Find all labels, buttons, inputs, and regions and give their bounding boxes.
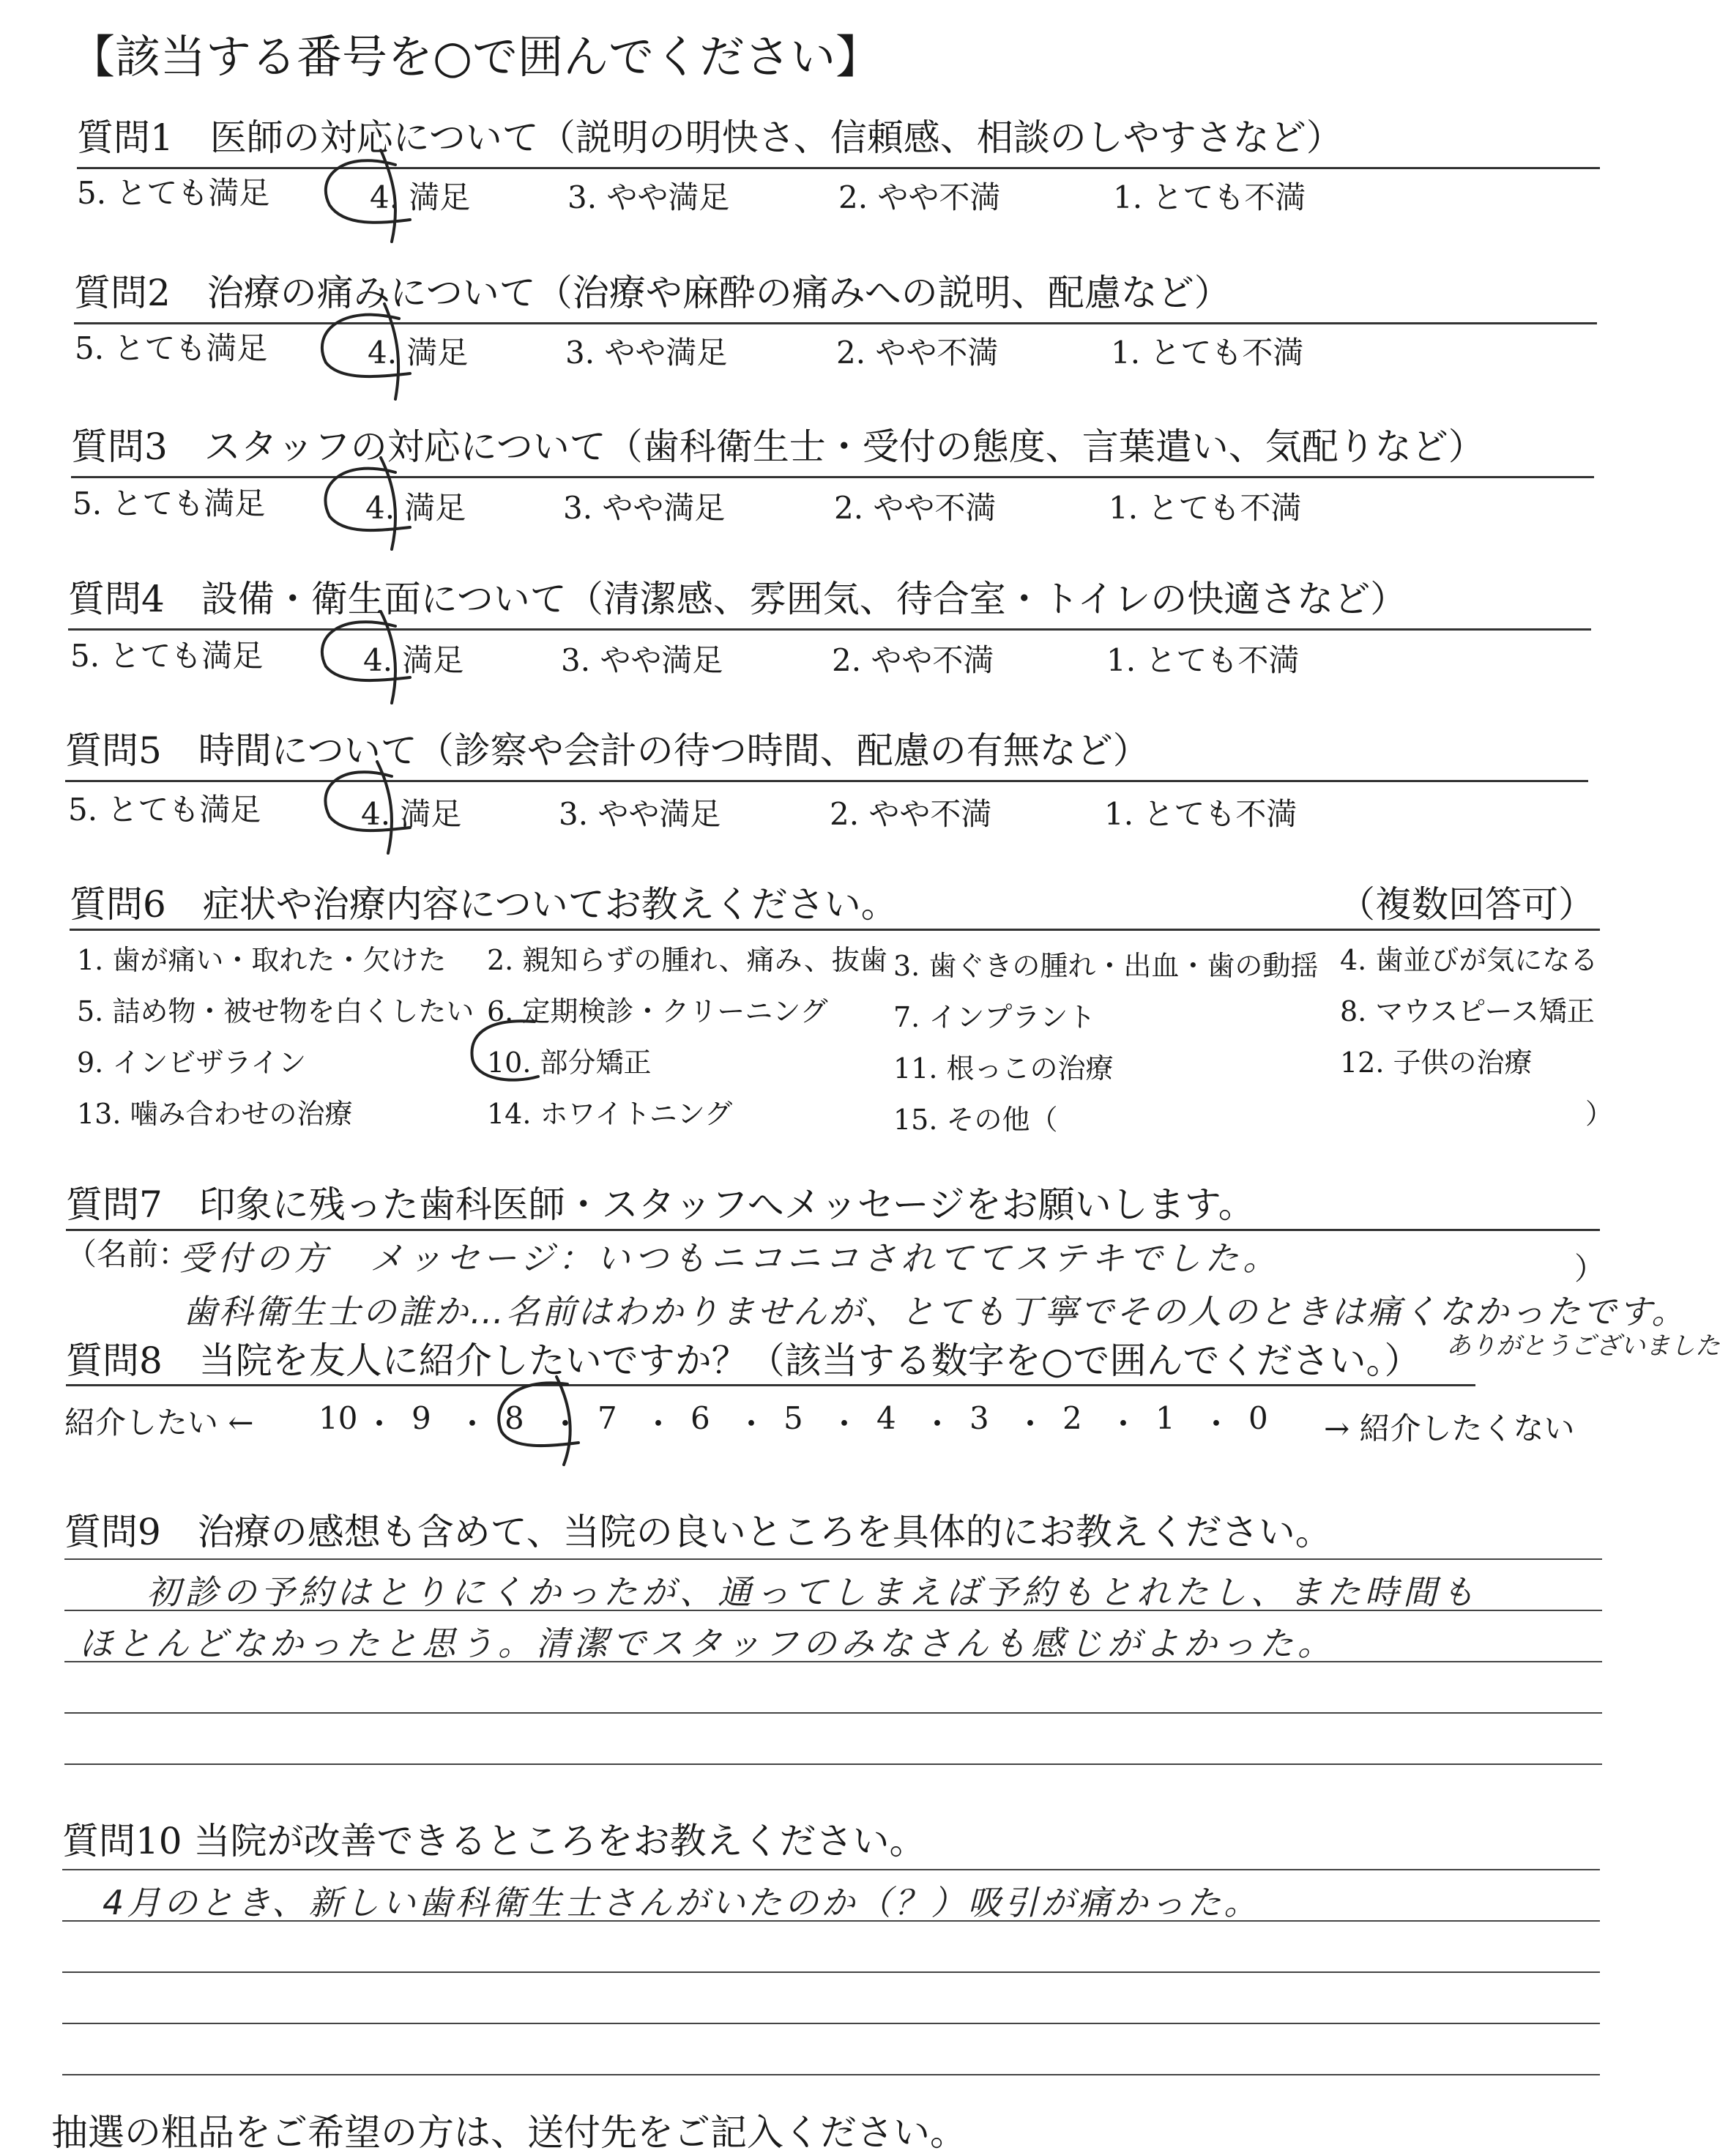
q6-option-14[interactable]: 14. ホワイトニング: [487, 1098, 733, 1130]
q4-option-5[interactable]: 5. とても満足: [70, 638, 264, 674]
q4-title: 質問4 設備・衛生面について（清潔感、雰囲気、待合室・トイレの快適さなど）: [68, 578, 1407, 620]
q5-option-1[interactable]: 1. とても不満: [1104, 796, 1298, 832]
q5-option-4[interactable]: 4. 満足: [361, 796, 462, 832]
q7-name-label: （名前：: [66, 1236, 190, 1272]
q6-option-12[interactable]: 12. 子供の治療: [1340, 1047, 1533, 1079]
q6-note: （複数回答可）: [1339, 883, 1595, 926]
q8-scale-6[interactable]: 6: [690, 1400, 710, 1436]
page-header: 【該当する番号を○で囲んでください】: [70, 30, 882, 83]
q8-scale-2[interactable]: 2: [1062, 1400, 1082, 1436]
q8-scale-8[interactable]: 8: [505, 1400, 524, 1436]
q2-option-4[interactable]: 4. 満足: [368, 335, 469, 371]
q4-option-1[interactable]: 1. とても不満: [1106, 642, 1300, 678]
q8-scale-separator: ・: [364, 1406, 395, 1442]
q1-option-4[interactable]: 4. 満足: [370, 179, 471, 215]
q6-option-4[interactable]: 4. 歯並びが気になる: [1340, 944, 1598, 976]
footer-text: 抽選の粗品をご希望の方は、送付先をご記入ください。: [51, 2111, 967, 2154]
q3-option-5[interactable]: 5. とても満足: [72, 486, 266, 521]
q2-option-1[interactable]: 1. とても不満: [1111, 335, 1304, 371]
q6-option-11[interactable]: 11. 根っこの治療: [893, 1052, 1114, 1085]
q6-option-7[interactable]: 7. インプラント: [893, 1001, 1096, 1033]
q8-scale-separator: ・: [550, 1406, 581, 1442]
q4-option-3[interactable]: 3. やや満足: [561, 642, 723, 678]
q6-option-6[interactable]: 6. 定期検診・クリーニング: [487, 995, 828, 1027]
q6-option-13[interactable]: 13. 噛み合わせの治療: [77, 1098, 353, 1130]
q4-option-2[interactable]: 2. やや不満: [832, 642, 994, 678]
q6-option-9[interactable]: 9. インビザライン: [77, 1047, 307, 1079]
q1-option-2[interactable]: 2. やや不満: [838, 179, 1001, 215]
q3-circle-mark: [325, 458, 410, 549]
q7-title: 質問7 印象に残った歯科医師・スタッフへメッセージをお願いします。: [66, 1183, 1255, 1226]
q10-handwritten-1: 4月のとき、新しい歯科衛生士さんがいたのか（？）吸引が痛かった。: [103, 1883, 1261, 1922]
q8-scale-0[interactable]: 0: [1248, 1400, 1268, 1436]
q8-scale-7[interactable]: 7: [597, 1400, 617, 1436]
q7-handwritten-message-2: 歯科衛生士の誰か…名前はわかりませんが、とても丁寧でその人のときは痛くなかったです。: [183, 1292, 1688, 1331]
q6-option-2[interactable]: 2. 親知らずの腫れ、痛み、抜歯: [487, 944, 887, 976]
q8-right-label: → 紹介したくない: [1324, 1410, 1575, 1446]
q8-circle-mark: [499, 1377, 578, 1465]
q5-title: 質問5 時間について（診察や会計の待つ時間、配慮の有無など）: [65, 729, 1150, 772]
q9-handwritten-2: ほとんどなかったと思う。清潔でスタッフのみなさんも感じがよかった。: [79, 1624, 1336, 1663]
q8-scale-separator: ・: [1201, 1406, 1232, 1442]
q9-title: 質問9 治療の感想も含めて、当院の良いところを具体的にお教えください。: [64, 1511, 1332, 1553]
q6-option-10[interactable]: 10. 部分矯正: [487, 1047, 652, 1079]
q9-handwritten-1: 初診の予約はとりにくかったが、通ってしまえば予約もとれたし、また時間も: [146, 1572, 1479, 1612]
q8-scale-separator: ・: [1108, 1406, 1139, 1442]
q2-title: 質問2 治療の痛みについて（治療や麻酔の痛みへの説明、配慮など）: [74, 272, 1231, 314]
q3-option-4[interactable]: 4. 満足: [365, 490, 466, 526]
q5-option-5[interactable]: 5. とても満足: [68, 792, 261, 828]
q5-option-2[interactable]: 2. やや不満: [830, 796, 992, 832]
q3-option-2[interactable]: 2. やや不満: [834, 490, 997, 526]
q4-circle-mark: [322, 612, 410, 703]
q8-scale-separator: ・: [829, 1406, 860, 1442]
q8-left-label: 紹介したい ←: [64, 1405, 254, 1441]
q3-title: 質問3 スタッフの対応について（歯科衛生士・受付の態度、言葉遣い、気配りなど）: [71, 425, 1485, 468]
q8-scale-9[interactable]: 9: [412, 1400, 431, 1436]
q8-scale-separator: ・: [736, 1406, 767, 1442]
q10-title: 質問10 当院が改善できるところをお教えください。: [62, 1820, 926, 1862]
q2-circle-mark: [322, 304, 410, 399]
q8-scale-separator: ・: [922, 1406, 953, 1442]
q3-option-1[interactable]: 1. とても不満: [1109, 490, 1302, 526]
q2-option-2[interactable]: 2. やや不満: [836, 335, 999, 371]
q7-close-paren: ）: [1574, 1251, 1606, 1287]
q1-circle-mark: [326, 150, 410, 242]
q7-handwritten-message-1: 受付の方 メッセージ：いつもニコニコされててステキでした。: [179, 1238, 1281, 1278]
q6-option-3[interactable]: 3. 歯ぐきの腫れ・出血・歯の動揺: [893, 950, 1319, 982]
q6-title: 質問6 症状や治療内容についてお教えください。: [70, 883, 898, 926]
q1-option-3[interactable]: 3. やや満足: [567, 179, 730, 215]
q8-scale-10[interactable]: 10: [319, 1400, 358, 1436]
q8-scale-separator: ・: [457, 1406, 488, 1442]
q2-option-3[interactable]: 3. やや満足: [565, 335, 728, 371]
q8-scale-4[interactable]: 4: [876, 1400, 896, 1436]
q5-option-3[interactable]: 3. やや満足: [559, 796, 721, 832]
q6-option-16[interactable]: ）: [1585, 1098, 1614, 1130]
q4-option-4[interactable]: 4. 満足: [363, 642, 464, 678]
q2-option-5[interactable]: 5. とても満足: [75, 330, 268, 366]
q6-option-5[interactable]: 5. 詰め物・被せ物を白くしたい: [77, 995, 474, 1027]
q8-scale-separator: ・: [1015, 1406, 1046, 1442]
q1-option-1[interactable]: 1. とても不満: [1113, 179, 1306, 215]
q3-option-3[interactable]: 3. やや満足: [563, 490, 726, 526]
q6-option-15[interactable]: 15. その他（: [893, 1104, 1058, 1136]
q8-scale-separator: ・: [643, 1406, 674, 1442]
q7-handwritten-thanks: ありがとうございました: [1446, 1331, 1720, 1361]
q6-option-8[interactable]: 8. マウスピース矯正: [1340, 995, 1595, 1027]
q8-scale-5[interactable]: 5: [783, 1400, 803, 1436]
q8-scale-3[interactable]: 3: [969, 1400, 989, 1436]
q8-scale-1[interactable]: 1: [1155, 1400, 1175, 1436]
q1-title: 質問1 医師の対応について（説明の明快さ、信頼感、相談のしやすさなど）: [77, 116, 1343, 159]
q1-option-5[interactable]: 5. とても満足: [77, 175, 270, 211]
q6-option-1[interactable]: 1. 歯が痛い・取れた・欠けた: [77, 944, 447, 976]
q8-title: 質問8 当院を友人に紹介したいですか？（該当する数字を○で囲んでください。）: [66, 1339, 1421, 1382]
q6-circle-mark: [472, 1021, 538, 1079]
q5-circle-mark: [325, 762, 410, 853]
